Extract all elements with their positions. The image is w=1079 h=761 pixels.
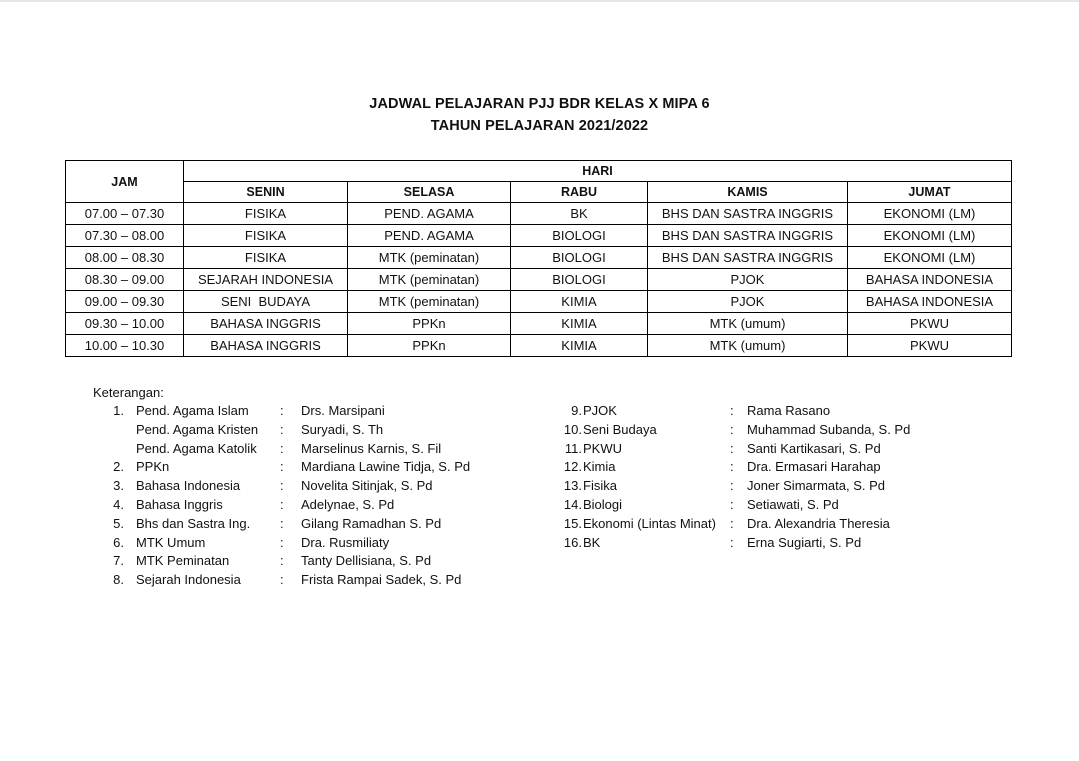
note-teacher: Marselinus Karnis, S. Fil xyxy=(301,440,442,456)
note-subject: Pend. Agama Kristen xyxy=(136,421,259,437)
note-teacher: Adelynae, S. Pd xyxy=(301,497,395,512)
subject-cell: PEND. AGAMA xyxy=(348,203,511,225)
note-number: 6. xyxy=(113,534,124,550)
subject-cell: BAHASA INGGRIS xyxy=(184,335,348,357)
note-number: 2. xyxy=(113,459,124,475)
note-colon: : xyxy=(730,459,734,475)
subject-cell: BHS DAN SASTRA INGGRIS xyxy=(648,225,848,247)
note-number: 5. xyxy=(113,515,124,531)
subject-cell: BIOLOGI xyxy=(511,269,648,291)
header-row xyxy=(66,161,1012,182)
document-subtitle: TAHUN PELAJARAN 2021/2022 xyxy=(430,118,649,134)
note-subject: Pend. Agama Islam xyxy=(136,403,249,418)
document-title: JADWAL PELAJARAN PJJ BDR KELAS X MIPA 6 xyxy=(369,96,710,112)
time-slot-cell: 10.00 – 10.30 xyxy=(66,335,184,357)
note-colon: : xyxy=(730,440,734,456)
time-slot-cell: 07.00 – 07.30 xyxy=(66,203,184,225)
note-subject: Ekonomi (Lintas Minat) xyxy=(583,515,716,531)
time-slot-cell: 09.30 – 10.00 xyxy=(66,313,184,335)
note-colon: : xyxy=(730,478,734,494)
day-header-senin: SENIN xyxy=(184,182,348,203)
note-colon: : xyxy=(280,440,284,456)
note-colon: : xyxy=(280,515,284,531)
note-number: 4. xyxy=(113,497,124,512)
day-header-selasa: SELASA xyxy=(348,182,511,203)
note-colon: : xyxy=(730,534,734,550)
note-number: 11. xyxy=(564,440,582,456)
note-subject: Seni Budaya xyxy=(583,421,657,437)
subject-cell: MTK (umum) xyxy=(648,313,848,335)
note-subject: PKWU xyxy=(583,440,622,456)
day-header-row xyxy=(66,182,1012,203)
schedule-row xyxy=(66,203,1012,225)
note-teacher: Erna Sugiarti, S. Pd xyxy=(747,534,862,550)
subject-cell: BK xyxy=(511,203,648,225)
note-colon: : xyxy=(280,497,284,512)
note-colon: : xyxy=(280,534,284,550)
subject-cell: KIMIA xyxy=(511,313,648,335)
subject-cell: BAHASA INGGRIS xyxy=(184,313,348,335)
note-number: 9. xyxy=(571,403,582,418)
note-number: 13. xyxy=(563,478,582,494)
note-subject: Bahasa Inggris xyxy=(136,497,223,512)
note-colon: : xyxy=(730,497,734,512)
note-number: 1. xyxy=(113,403,124,418)
note-teacher: Tanty Dellisiana, S. Pd xyxy=(301,553,432,569)
note-subject: MTK Peminatan xyxy=(136,553,230,569)
note-teacher: Dra. Ermasari Harahap xyxy=(747,459,881,475)
schedule-body xyxy=(66,203,1012,357)
subject-cell: PEND. AGAMA xyxy=(348,225,511,247)
note-number: 10. xyxy=(563,421,582,437)
note-colon: : xyxy=(280,478,284,494)
subject-cell: FISIKA xyxy=(184,225,348,247)
time-slot-cell: 08.30 – 09.00 xyxy=(66,269,184,291)
jam-header: JAM xyxy=(66,161,184,203)
note-subject: BK xyxy=(583,534,601,550)
note-teacher: Mardiana Lawine Tidja, S. Pd xyxy=(301,459,471,475)
top-border-line xyxy=(0,0,1079,2)
day-header-jumat: JUMAT xyxy=(848,182,1012,203)
subject-cell: PKWU xyxy=(848,313,1012,335)
note-subject: Pend. Agama Katolik xyxy=(136,440,257,456)
subject-cell: MTK (peminatan) xyxy=(348,247,511,269)
note-number: 16. xyxy=(563,534,582,550)
note-subject: Sejarah Indonesia xyxy=(136,572,241,588)
subject-cell: BHS DAN SASTRA INGGRIS xyxy=(648,247,848,269)
subject-cell: MTK (umum) xyxy=(648,335,848,357)
note-teacher: Suryadi, S. Th xyxy=(301,421,384,437)
note-teacher: Gilang Ramadhan S. Pd xyxy=(301,515,442,531)
note-teacher: Novelita Sitinjak, S. Pd xyxy=(301,478,433,494)
subject-cell: BHS DAN SASTRA INGGRIS xyxy=(648,203,848,225)
subject-cell: MTK (peminatan) xyxy=(348,269,511,291)
schedule-row xyxy=(66,269,1012,291)
subject-cell: SENI BUDAYA xyxy=(184,291,348,313)
subject-cell: KIMIA xyxy=(511,335,648,357)
note-teacher: Rama Rasano xyxy=(747,403,831,418)
schedule-row xyxy=(66,291,1012,313)
subject-cell: MTK (peminatan) xyxy=(348,291,511,313)
day-header-kamis: KAMIS xyxy=(648,182,848,203)
note-colon: : xyxy=(280,572,284,588)
note-subject: Fisika xyxy=(583,478,617,494)
schedule-row xyxy=(66,225,1012,247)
note-teacher: Dra. Rusmiliaty xyxy=(301,534,390,550)
subject-cell: SEJARAH INDONESIA xyxy=(184,269,348,291)
note-colon: : xyxy=(730,421,734,437)
subject-cell: KIMIA xyxy=(511,291,648,313)
note-teacher: Joner Simarmata, S. Pd xyxy=(747,478,885,494)
note-subject: Kimia xyxy=(583,459,616,475)
note-colon: : xyxy=(280,553,284,569)
note-number: 8. xyxy=(113,572,124,588)
subject-cell: PKWU xyxy=(848,335,1012,357)
time-slot-cell: 07.30 – 08.00 xyxy=(66,225,184,247)
note-number: 3. xyxy=(113,478,124,494)
note-teacher: Dra. Alexandria Theresia xyxy=(747,515,890,531)
subject-cell: EKONOMI (LM) xyxy=(848,225,1012,247)
subject-cell: PJOK xyxy=(648,291,848,313)
note-colon: : xyxy=(280,459,284,475)
schedule-row xyxy=(66,247,1012,269)
note-subject: Biologi xyxy=(583,497,623,512)
note-teacher: Muhammad Subanda, S. Pd xyxy=(747,421,911,437)
note-subject: PJOK xyxy=(583,403,617,418)
subject-cell: PPKn xyxy=(348,335,511,357)
day-header-rabu: RABU xyxy=(511,182,648,203)
note-subject: PPKn xyxy=(136,459,170,475)
subject-cell: BIOLOGI xyxy=(511,225,648,247)
note-subject: Bhs dan Sastra Ing. xyxy=(136,515,251,531)
schedule-row xyxy=(66,313,1012,335)
note-number: 7. xyxy=(113,553,124,569)
subject-cell: PJOK xyxy=(648,269,848,291)
schedule-row xyxy=(66,335,1012,357)
note-subject: Bahasa Indonesia xyxy=(136,478,241,494)
subject-cell: BAHASA INDONESIA xyxy=(848,269,1012,291)
note-number: 12. xyxy=(563,459,582,475)
note-colon: : xyxy=(280,421,284,437)
schedule-table xyxy=(65,160,1012,357)
note-teacher: Setiawati, S. Pd xyxy=(747,497,839,512)
time-slot-cell: 09.00 – 09.30 xyxy=(66,291,184,313)
note-number: 15. xyxy=(563,515,582,531)
note-colon: : xyxy=(730,515,734,531)
subject-cell: FISIKA xyxy=(184,247,348,269)
note-colon: : xyxy=(730,403,734,418)
note-teacher: Frista Rampai Sadek, S. Pd xyxy=(301,572,462,588)
note-subject: MTK Umum xyxy=(136,534,206,550)
note-colon: : xyxy=(280,403,284,418)
subject-cell: BAHASA INDONESIA xyxy=(848,291,1012,313)
subject-cell: PPKn xyxy=(348,313,511,335)
hari-header: HARI xyxy=(184,161,1012,182)
subject-cell: FISIKA xyxy=(184,203,348,225)
subject-cell: EKONOMI (LM) xyxy=(848,203,1012,225)
note-teacher: Drs. Marsipani xyxy=(301,403,385,418)
note-teacher: Santi Kartikasari, S. Pd xyxy=(747,440,881,456)
note-number: 14. xyxy=(563,497,582,512)
notes-heading: Keterangan: xyxy=(93,385,164,400)
subject-cell: BIOLOGI xyxy=(511,247,648,269)
subject-cell: EKONOMI (LM) xyxy=(848,247,1012,269)
time-slot-cell: 08.00 – 08.30 xyxy=(66,247,184,269)
